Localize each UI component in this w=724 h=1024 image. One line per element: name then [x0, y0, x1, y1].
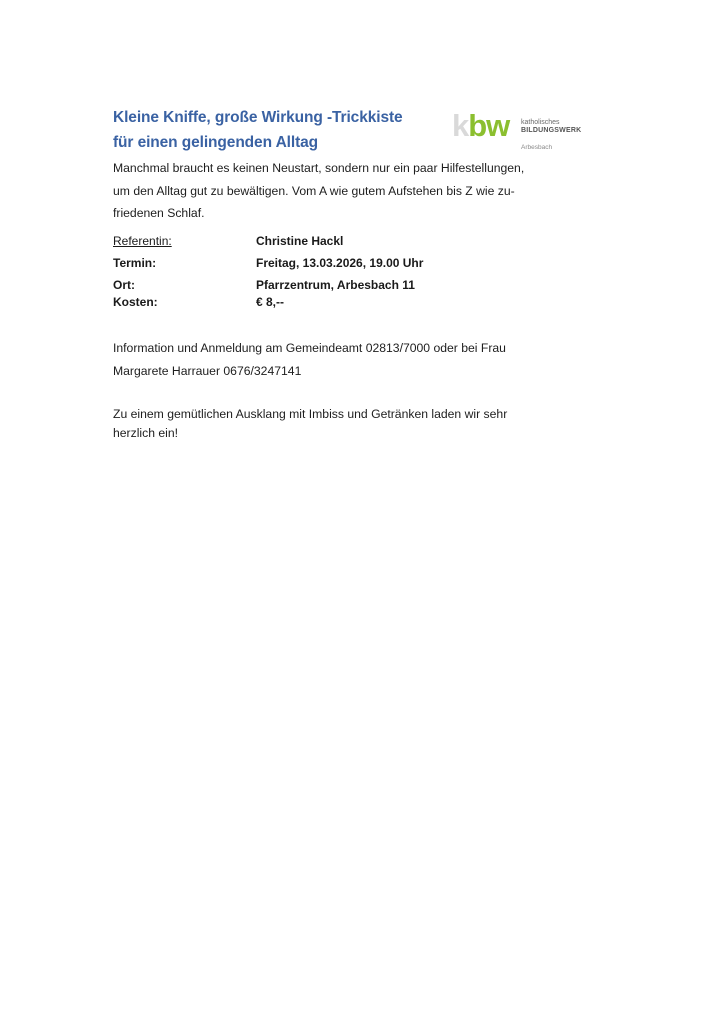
logo-mark: [452, 108, 510, 143]
speaker-value: Christine Hackl: [256, 234, 344, 248]
logo-mark-k: k: [452, 108, 469, 143]
intro-line-2: um den Alltag gut zu bewältigen. Vom A wie gutem Aufstehen bis Z wie zu-: [113, 183, 515, 198]
page-title: [113, 105, 443, 155]
intro-line-1: Manchmal braucht es keinen Neustart, sondern nur ein paar Hilfestellungen,: [113, 161, 525, 175]
intro-line-3: friedenen Schlaf.: [113, 206, 205, 220]
place-row: [113, 278, 583, 295]
kbw-logo: [452, 108, 602, 158]
closing-line-1: Zu einem gemütlichen Ausklang mit Imbiss und Getränken laden wir sehr: [113, 407, 508, 421]
date-row: [113, 256, 583, 278]
title-line-2: für einen gelingenden Alltag: [113, 134, 319, 151]
logo-text-line-2: BILDUNGSWERK: [521, 127, 582, 134]
cost-row: [113, 295, 583, 317]
intro-paragraph: [113, 157, 588, 225]
speaker-row: [113, 234, 583, 256]
date-value: Freitag, 13.03.2026, 19.00 Uhr: [256, 256, 424, 270]
cost-label: Kosten:: [113, 295, 158, 309]
closing-line-2: herzlich ein!: [113, 426, 179, 440]
cost-value: € 8,--: [256, 295, 285, 309]
event-details: [113, 234, 583, 317]
logo-text: [521, 119, 581, 135]
registration-info: [113, 337, 593, 382]
place-value: Pfarrzentrum, Arbesbach 11: [256, 278, 415, 292]
closing-note: [113, 405, 593, 443]
logo-mark-bw: bw: [468, 108, 510, 143]
speaker-label: Referentin:: [113, 234, 172, 248]
logo-text-line-1: katholisches: [521, 119, 560, 126]
logo-place: Arbesbach: [521, 144, 553, 151]
info-line-2: Margarete Harrauer 0676/3247141: [113, 363, 302, 378]
date-label: Termin:: [113, 256, 157, 270]
title-line-1: Kleine Kniffe, große Wirkung -Trickkiste: [113, 109, 403, 126]
info-line-1: Information und Anmeldung am Gemeindeamt 02813/7000 oder bei Frau: [113, 341, 506, 355]
place-label: Ort:: [113, 278, 135, 292]
